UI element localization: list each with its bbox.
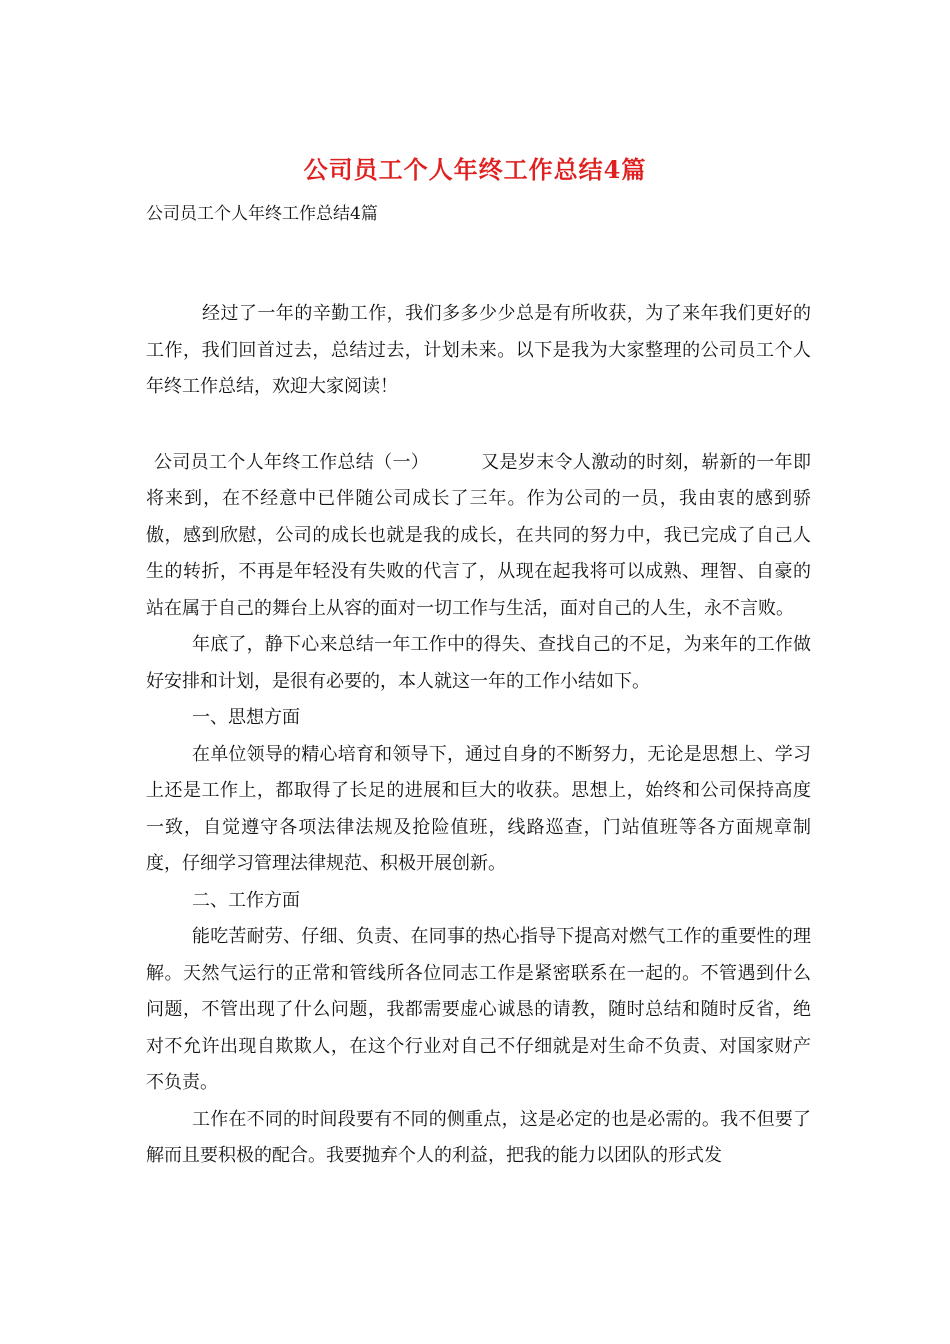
- subsection-1-heading: 一、思想方面: [192, 707, 300, 728]
- document-subtitle: 公司员工个人年终工作总结4篇: [146, 204, 378, 224]
- subsection-1-paragraph: 在单位领导的精心培育和领导下，通过自身的不断努力，无论是思想上、学习上还是工作上，都取得了长足的进展和巨大的收获。思想上，始终和公司保持高度一致，自觉遵守各项法律法规及抢险值班，线路巡查，门站值班等各方面规章制度，仔细学习管理法律规范、积极开展创新。: [146, 743, 811, 874]
- section-1-paragraph-2: 年底了，静下心来总结一年工作中的得失、查找自己的不足，为来年的工作做好安排和计划，是很有必要的，本人就这一年的工作小结如下。: [146, 634, 811, 692]
- intro-paragraph: 经过了一年的辛勤工作，我们多多少少总是有所收获，为了来年我们更好的工作，我们回首过去，总结过去，计划未来。以下是我为大家整理的公司员工个人年终工作总结，欢迎大家阅读！: [146, 303, 811, 397]
- subsection-2-paragraph-2: 工作在不同的时间段要有不同的侧重点，这是必定的也是必需的。我不但要了解而且要积极的配合。我要抛弃个人的利益，把我的能力以团队的形式发: [146, 1108, 811, 1166]
- subsection-2-paragraph: 能吃苦耐劳、仔细、负责、在同事的热心指导下提高对燃气工作的重要性的理解。天然气运行的正常和管线所各位同志工作是紧密联系在一起的。不管遇到什么问题，不管出现了什么问题，我都需要虚心诚恳的请教，随时总结和随时反省，绝对不允许出现自欺欺人，在这个行业对自己不仔细就是对生命不负责、对国家财产不负责。: [146, 926, 811, 1093]
- document-title: 公司员工个人年终工作总结4篇: [303, 155, 647, 184]
- paragraph-gap: [146, 406, 811, 445]
- section-1-paragraph-1: [146, 445, 811, 628]
- document-body: [146, 296, 811, 1175]
- section-1-heading: 公司员工个人年终工作总结（一）: [154, 451, 430, 473]
- subsection-2-heading: 二、工作方面: [192, 889, 300, 911]
- section-1-text: 又是岁末令人激动的时刻，崭新的一年即将来到，在不经意中已伴随公司成长了三年。作为公司的一员，我由衷的感到骄傲，感到欣慰，公司的成长也就是我的成长，在共同的努力中，我已完成了自己人生的转折，不再是年轻没有失败的代言了，从现在起我将可以成熟、理智、自豪的站在属于自己的舞台上从容的面对一切工作与生活，面对自己的人生，永不言败。: [146, 451, 811, 619]
